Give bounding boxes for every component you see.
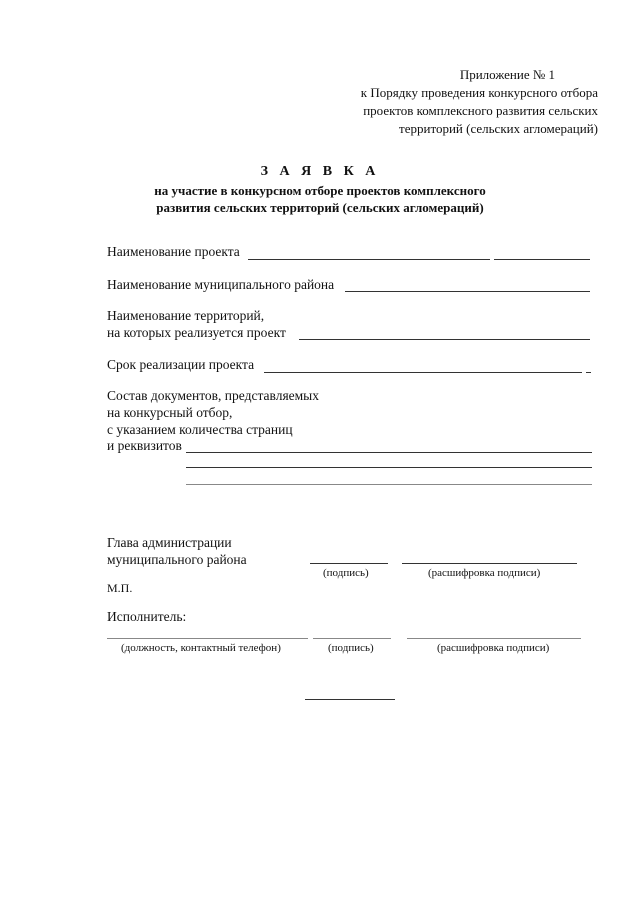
executor-signature-caption: (подпись) <box>328 642 374 654</box>
executor-position-caption: (должность, контактный телефон) <box>121 642 281 654</box>
documents-label: на конкурсный отбор, <box>107 405 233 420</box>
documents-label: и реквизитов <box>107 438 182 453</box>
documents-field[interactable] <box>186 484 592 485</box>
appendix-number: Приложение № 1 <box>459 67 555 82</box>
project-name-label: Наименование проекта <box>107 244 240 259</box>
head-label: Глава администрации <box>107 535 232 550</box>
stamp-place: М.П. <box>107 581 133 595</box>
appendix-header <box>361 66 598 138</box>
executor-label: Исполнитель: <box>107 609 187 624</box>
head-decode-field[interactable] <box>402 563 577 564</box>
documents-field[interactable] <box>186 467 592 468</box>
executor-decode-caption: (расшифровка подписи) <box>437 642 550 654</box>
district-name-field[interactable] <box>345 291 590 292</box>
appendix-line: проектов комплексного развития сельских <box>363 103 598 118</box>
executor-signature-field[interactable] <box>313 638 391 639</box>
closing-separator <box>305 699 395 700</box>
executor-position-field[interactable] <box>107 638 308 639</box>
head-signature-caption: (подпись) <box>323 567 369 579</box>
district-name-label: Наименование муниципального района <box>107 277 335 292</box>
title-main: З А Я В К А <box>260 164 380 179</box>
head-signature-field[interactable] <box>310 563 388 564</box>
term-label: Срок реализации проекта <box>107 357 255 372</box>
documents-label: Состав документов, представляемых <box>107 388 320 403</box>
project-name-field-cont[interactable] <box>494 259 590 260</box>
appendix-line: к Порядку проведения конкурсного отбора <box>360 85 598 100</box>
project-name-field[interactable] <box>248 259 490 260</box>
territories-label: Наименование территорий, <box>107 308 265 323</box>
head-label: муниципального района <box>107 552 247 567</box>
territories-field[interactable] <box>299 339 590 340</box>
documents-label: с указанием количества страниц <box>107 422 293 437</box>
documents-field[interactable] <box>186 452 592 453</box>
term-field[interactable] <box>264 372 582 373</box>
head-decode-caption: (расшифровка подписи) <box>428 567 541 579</box>
term-field-end <box>586 372 591 373</box>
executor-decode-field[interactable] <box>407 638 581 639</box>
title-subtitle: развития сельских территорий (сельских агломераций) <box>156 200 484 215</box>
appendix-line: территорий (сельских агломераций) <box>399 121 598 136</box>
document-title <box>0 163 640 216</box>
title-subtitle: на участие в конкурсном отборе проектов комплексного <box>154 183 486 198</box>
territories-label: на которых реализуется проект <box>107 325 286 340</box>
